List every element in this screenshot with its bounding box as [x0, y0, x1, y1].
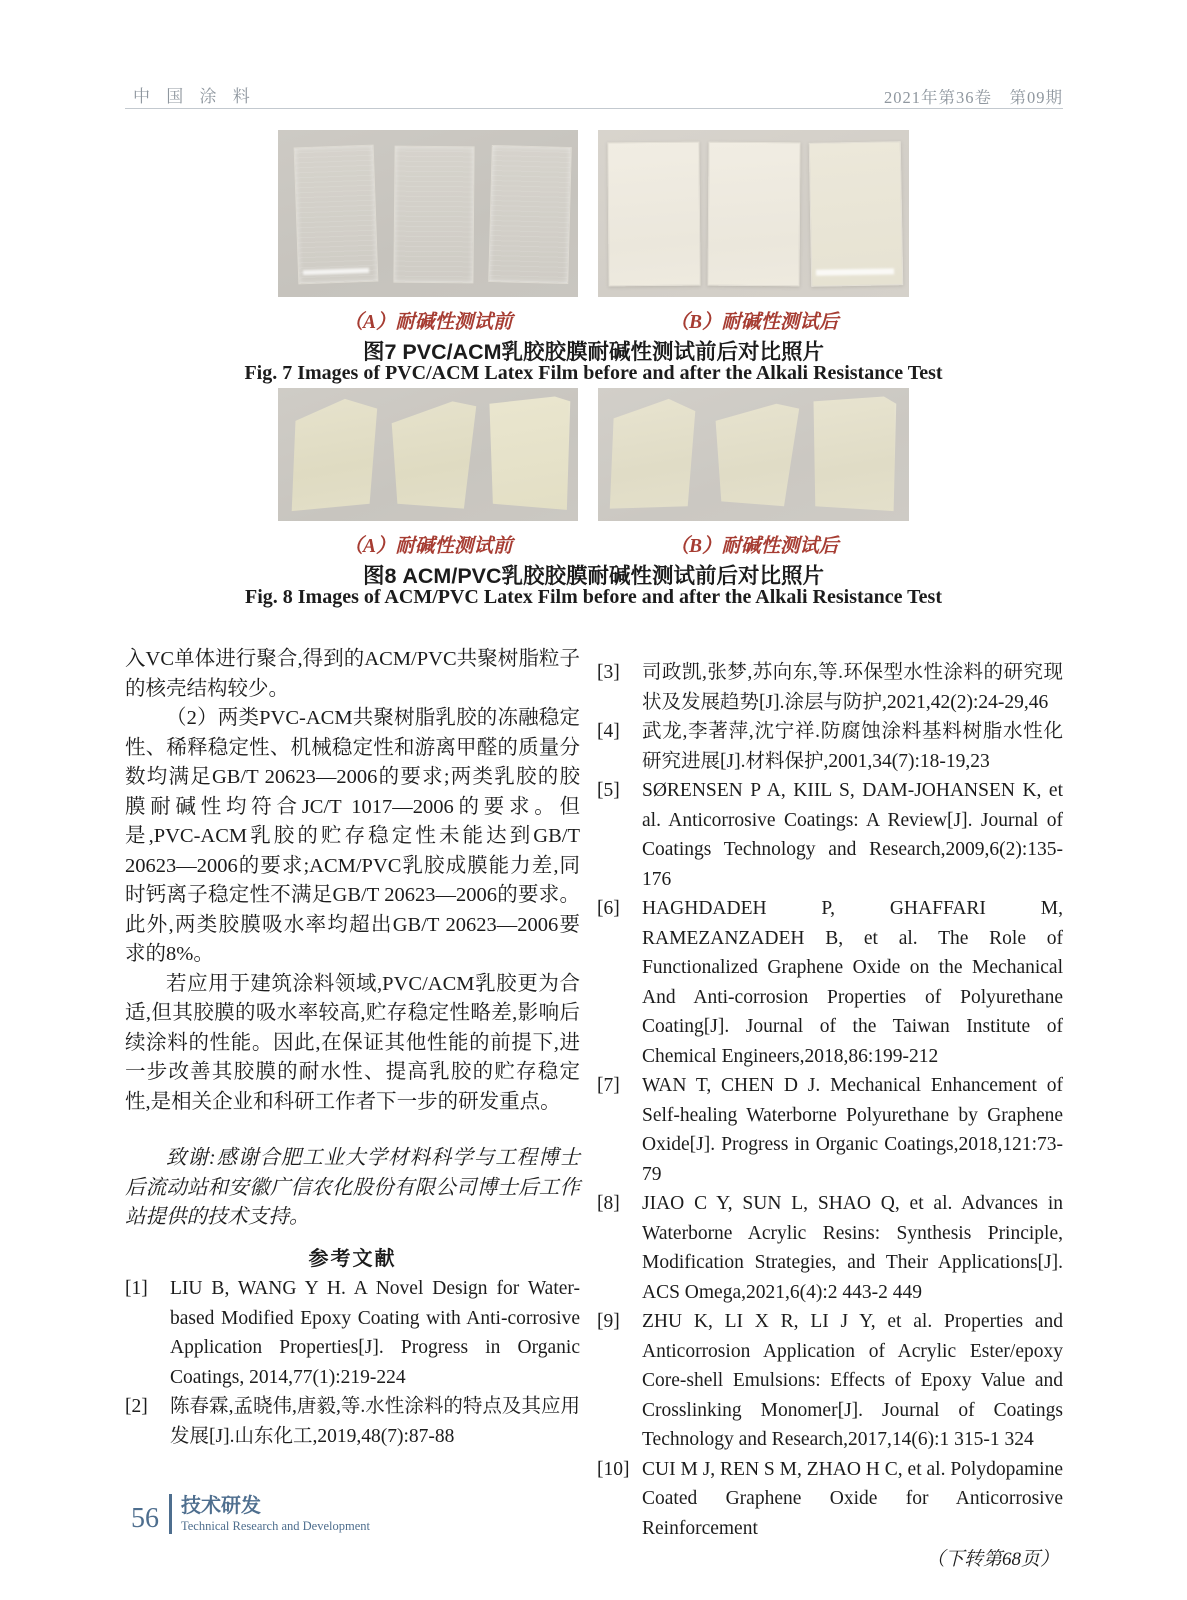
- reference-number: [2]: [125, 1396, 148, 1417]
- latex-film-sample: [486, 394, 572, 516]
- reference-item: [125, 1392, 580, 1451]
- reference-text: CUI M J, REN S M, ZHAO H C, et al. Polydopamine Coated Graphene Oxide for Anticorrosive Reinforcement: [642, 1458, 1063, 1539]
- reference-item: [597, 658, 1063, 717]
- footer-section-title-en: Technical Research and Development: [181, 1519, 370, 1533]
- page-number: 56: [131, 1503, 159, 1534]
- reference-number: [4]: [597, 721, 620, 742]
- page-footer: [131, 1494, 370, 1534]
- latex-film-sample: [393, 146, 474, 284]
- reference-text: SØRENSEN P A, KIIL S, DAM-JOHANSEN K, et al. Anticorrosive Coatings: A Review[J]. Journal of Coatings Technology and Research,2009,6(2):135-176: [642, 780, 1063, 890]
- reference-number: [8]: [597, 1193, 620, 1214]
- reference-item: [597, 1071, 1063, 1189]
- figure8-photo-after: [598, 388, 909, 521]
- reference-text: ZHU K, LI X R, LI J Y, et al. Properties and Anticorrosion Application of Acrylic Ester/epoxy Core-shell Emulsions: Effects of Epoxy Value and Crosslinking Monomer[J]. Journal of Coatings Technology and Research,2017,14(6):1 315-1 324: [642, 1311, 1063, 1450]
- reference-number: [3]: [597, 662, 620, 683]
- continued-on-page-note: （下转第68页）: [925, 1549, 1059, 1570]
- right-column: [597, 658, 1063, 1575]
- footer-section-title-zh: 技术研发: [181, 1495, 261, 1517]
- acknowledgment: 致谢:感谢合肥工业大学材料科学与工程博士后流动站和安徽广信农化股份有限公司博士后工作站提供的技术支持。: [125, 1147, 580, 1228]
- figure7-photo-before: [278, 130, 578, 297]
- reference-item: [597, 1307, 1063, 1455]
- reference-text: WAN T, CHEN D J. Mechanical Enhancement of Self-healing Waterborne Polyurethane by Graphene Oxide[J]. Progress in Organic Coatings,2018,121:73-79: [642, 1075, 1063, 1185]
- references-heading: 参考文献: [308, 1247, 397, 1270]
- latex-film-sample: [294, 145, 379, 285]
- body-paragraph-conclusion-2: （2）两类PVC-ACM共聚树脂乳胶的冻融稳定性、稀释稳定性、机械稳定性和游离甲醛的质量分数均满足GB/T 20623—2006的要求;两类乳胶的胶膜耐碱性均符合JC/T 1017—2006的要求。但是,PVC-ACM乳胶的贮存稳定性未能达到GB/T 20623—2006的要求;ACM/PVC乳胶成膜能力差,同时钙离子稳定性不满足GB/T 20623—2006的要求。此外,两类胶膜吸水率均超出GB/T 20623—2006要求的8%。: [125, 707, 580, 965]
- latex-film-sample: [809, 141, 903, 287]
- figure8-title-zh: 图8 ACM/PVC乳胶胶膜耐碱性测试前后对比照片: [362, 564, 825, 588]
- reference-text: 武龙,李著萍,沈宁祥.防腐蚀涂料基料树脂水性化研究进展[J].材料保护,2001,34(7):18-19,23: [642, 721, 1063, 772]
- latex-film-sample: [607, 142, 700, 287]
- latex-film-sample: [708, 394, 803, 516]
- reference-text: LIU B, WANG Y H. A Novel Design for Water-based Modified Epoxy Coating with Anti-corrosive Application Properties[J]. Progress in Organic Coatings, 2014,77(1):219-224: [170, 1278, 580, 1388]
- header-divider: [125, 108, 1063, 109]
- figure7-title-zh: 图7 PVC/ACM乳胶胶膜耐碱性测试前后对比照片: [362, 340, 825, 364]
- figure7-caption-a: （A）耐碱性测试前: [343, 312, 513, 333]
- reference-number: [10]: [597, 1458, 630, 1480]
- latex-film-sample: [488, 145, 572, 284]
- latex-film-sample: [386, 394, 481, 516]
- references-list-right: [597, 658, 1063, 1543]
- figure8-title-en: Fig. 8 Images of ACM/PVC Latex Film before and after the Alkali Resistance Test: [245, 586, 942, 608]
- footer-divider: [169, 1494, 172, 1534]
- reference-text: 司政凯,张梦,苏向东,等.环保型水性涂料的研究现状及发展趋势[J].涂层与防护,2021,42(2):24-29,46: [642, 662, 1063, 713]
- reference-number: [6]: [597, 898, 620, 919]
- reference-item: [597, 894, 1063, 1071]
- reference-item: [597, 776, 1063, 894]
- figure8-caption-a: （A）耐碱性测试前: [343, 536, 513, 557]
- header-journal-title: 中 国 涂 料: [133, 87, 256, 106]
- reference-text: 陈春霖,孟晓伟,唐毅,等.水性涂料的特点及其应用发展[J].山东化工,2019,48(7):87-88: [170, 1396, 580, 1447]
- figure7-caption-b: （B）耐碱性测试后: [669, 312, 839, 333]
- latex-film-sample: [286, 394, 381, 516]
- reference-text: HAGHDADEH P, GHAFFARI M, RAMEZANZADEH B, et al. The Role of Functionalized Graphene Oxide on the Mechanical And Anti-corrosion Properties of Polyurethane Coating[J]. Journal of the Taiwan Institute of Chemical Engineers,2018,86:199-212: [642, 898, 1063, 1067]
- reference-number: [7]: [597, 1075, 620, 1096]
- references-list-left: [125, 1274, 580, 1451]
- figure7-title-en: Fig. 7 Images of PVC/ACM Latex Film before and after the Alkali Resistance Test: [244, 362, 943, 384]
- body-paragraph-continuation: 入VC单体进行聚合,得到的ACM/PVC共聚树脂粒子的核壳结构较少。: [125, 648, 580, 700]
- latex-film-sample: [810, 394, 898, 516]
- reference-item: [597, 717, 1063, 776]
- figure8-photo-before: [278, 388, 578, 521]
- reference-number: [9]: [597, 1311, 620, 1332]
- reference-number: [5]: [597, 780, 620, 801]
- body-paragraph-outlook: 若应用于建筑涂料领域,PVC/ACM乳胶更为合适,但其胶膜的吸水率较高,贮存稳定性略差,影响后续涂料的性能。因此,在保证其他性能的前提下,进一步改善其胶膜的耐水性、提高乳胶的贮存稳定性,是相关企业和科研工作者下一步的研发重点。: [125, 972, 580, 1113]
- reference-number: [1]: [125, 1278, 148, 1299]
- footer-section: [181, 1494, 370, 1534]
- figure8-caption-b: （B）耐碱性测试后: [669, 536, 839, 557]
- left-column: [125, 645, 580, 1451]
- latex-film-sample: [606, 394, 701, 516]
- latex-film-sample: [707, 142, 800, 287]
- reference-item: [125, 1274, 580, 1392]
- figure7-photo-after: [598, 130, 909, 297]
- reference-item: [597, 1189, 1063, 1307]
- reference-item: [597, 1455, 1063, 1544]
- reference-text: JIAO C Y, SUN L, SHAO Q, et al. Advances in Waterborne Acrylic Resins: Synthesis Principle, Modification Strategies, and Their Applications[J]. ACS Omega,2021,6(4):2 443-2 449: [642, 1193, 1063, 1303]
- header-issue-info: 2021年第36卷 第09期: [884, 88, 1063, 107]
